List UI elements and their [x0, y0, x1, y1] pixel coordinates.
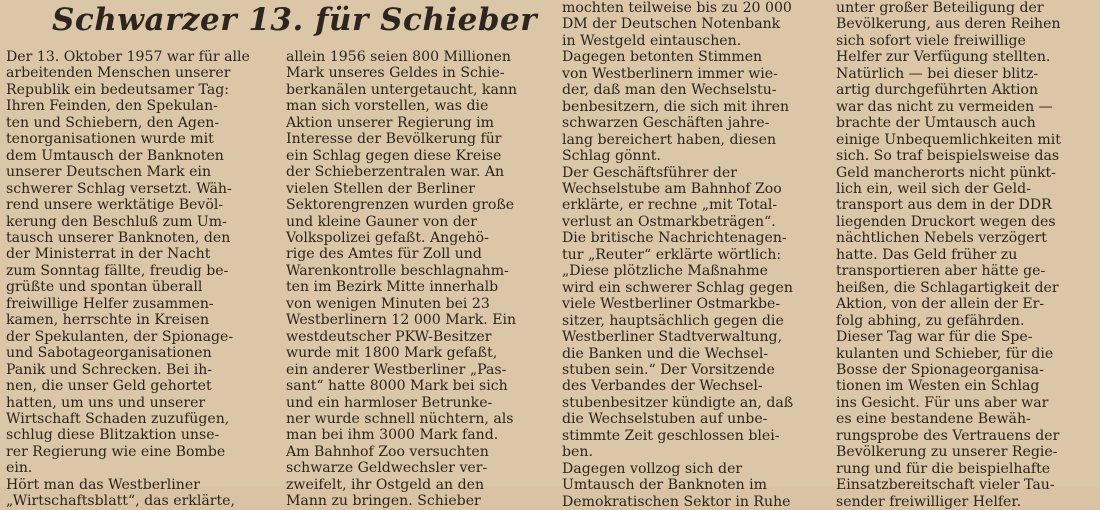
article-line: stubenbesitzer kündigte an, daß: [562, 394, 794, 411]
article-line: Bosse der Spionageorganisa-: [836, 361, 1044, 378]
article-line: tausch unserer Banknoten, den: [6, 229, 231, 246]
article-line: stimmte Zeit geschlossen blei-: [562, 427, 780, 444]
article-line: Westberlinern 12 000 Mark. Ein: [286, 312, 517, 329]
article-line: Helfer zur Verfügung stellten.: [836, 49, 1051, 66]
article-line: wurde mit 1800 Mark gefaßt,: [286, 345, 498, 362]
article-line: rung und für die beispielhafte: [836, 460, 1051, 477]
article-line: Demokratischen Sektor in Ruhe: [562, 493, 791, 510]
article-line: ten im Bezirk Mitte innerhalb: [286, 279, 499, 296]
article-line: schwarzen Geschäften jahre-: [562, 115, 770, 132]
article-line: Bevölkerung, aus deren Reihen: [836, 16, 1061, 33]
article-line: ein Schlag gegen diese Kreise: [286, 147, 502, 164]
article-line: rer Regierung wie eine Bombe: [6, 443, 226, 460]
article-column-1: [6, 49, 271, 510]
article-line: ner wurde schnell nüchtern, als: [286, 410, 514, 427]
article-line: sant“ hatte 8000 Mark bei sich: [286, 378, 508, 395]
article-line: tur „Reuter“ erklärte wörtlich:: [562, 246, 782, 263]
article-line: benbesitzern, die sich mit ihren: [562, 98, 790, 115]
article-line: schlug diese Blitzaktion unse-: [6, 427, 220, 444]
article-line: man bei ihm 3000 Mark fand.: [286, 427, 499, 444]
article-line: lich ein, weil sich der Geld-: [836, 180, 1031, 197]
article-line: der Ministerrat in der Nacht: [6, 246, 211, 263]
article-line: Interesse der Bevölkerung für: [286, 131, 502, 148]
article-line: stuben sein.“ Der Vorsitzende: [562, 361, 775, 378]
article-line: von wenigen Minuten bei 23: [286, 295, 490, 312]
article-line: transport aus dem in der DDR: [836, 197, 1052, 214]
article-line: Warenkontrolle beschlagnahm-: [286, 262, 509, 279]
article-line: von Westberlinern immer wie-: [562, 65, 778, 82]
article-line: wird ein schwerer Schlag gegen: [562, 279, 793, 296]
article-line: tenorganisationen wurde mit: [6, 131, 214, 148]
article-line: kamen, herrschte in Kreisen: [6, 312, 210, 329]
article-line: „Wirtschaftsblatt“, das erklärte,: [6, 493, 235, 510]
article-line: Einsatzbereitschaft vieler Tau-: [836, 477, 1055, 494]
article-line: der Spekulanten, der Spionage-: [6, 328, 234, 345]
article-line: unserer Deutschen Mark ein: [6, 164, 212, 181]
article-line: berkanälen untergetaucht, kann: [286, 81, 518, 98]
article-line: vielen Stellen der Berliner: [286, 180, 475, 197]
article-line: nen, die unser Geld gehortet: [6, 378, 212, 395]
article-line: Schlag gönnt.: [562, 148, 661, 165]
article-line: Westberliner Stadtverwaltung,: [562, 329, 783, 346]
article-line: sich sofort viele freiwillige: [836, 32, 1026, 49]
article-line: tionen im Westen ein Schlag: [836, 378, 1040, 395]
article-line: Aktion unserer Regierung im: [286, 114, 495, 131]
article-line: Wirtschaft Schaden zuzufügen,: [6, 410, 230, 427]
article-line: war das nicht zu vermeiden —: [836, 98, 1053, 115]
article-line: Natürlich — bei dieser blitz-: [836, 65, 1039, 82]
article-line: Aktion, von der allein der Er-: [836, 296, 1045, 313]
article-line: artig durchgeführten Aktion: [836, 82, 1039, 99]
article-column-3: [562, 0, 827, 510]
article-line: Geld mancherorts nicht pünkt-: [836, 164, 1056, 181]
article-line: einige Unbequemlichkeiten mit: [836, 131, 1061, 148]
article-line: grüßte und spontan überall: [6, 279, 203, 296]
article-line: unter großer Beteiligung der: [836, 0, 1044, 16]
article-line: verlust an Ostmarkbeträgen“.: [562, 213, 776, 230]
article-line: Der Geschäftsführer der: [562, 164, 737, 181]
article-line: erklärte, er rechne „mit Total-: [562, 197, 778, 214]
article-line: mochten teilweise bis zu 20 000: [562, 0, 792, 16]
article-line: „Diese plötzliche Maßnahme: [562, 263, 768, 280]
article-line: die Wechselstuben auf unbe-: [562, 411, 768, 428]
article-line: Hört man das Westberliner: [6, 476, 200, 493]
article-line: sich. So traf beispielsweise das: [836, 148, 1060, 165]
article-line: des Verbandes der Wechsel-: [562, 378, 763, 395]
article-line: lang bereichert haben, diesen: [562, 131, 777, 148]
article-line: Umtausch der Banknoten im: [562, 477, 768, 494]
article-column-2: [286, 49, 551, 510]
article-line: man sich vorstellen, was die: [286, 98, 489, 115]
article-line: Dieser Tag war für die Spe-: [836, 329, 1033, 346]
article-line: DM der Deutschen Notenbank: [562, 16, 781, 33]
article-line: liegenden Druckort wegen des: [836, 213, 1056, 230]
article-line: rend unsere werktätige Bevöl-: [6, 197, 224, 214]
article-line: und kleine Gauner von der: [286, 213, 477, 230]
article-line: Wechselstube am Bahnhof Zoo: [562, 180, 782, 197]
article-line: rige des Amtes für Zoll und: [286, 246, 482, 263]
article-column-4: [836, 0, 1096, 510]
article-line: ben.: [562, 444, 593, 461]
article-line: die Banken und die Wechsel-: [562, 345, 769, 362]
article-line: viele Westberliner Ostmarkbe-: [562, 296, 781, 313]
article-line: dem Umtausch der Banknoten: [6, 147, 224, 164]
article-line: ein anderer Westberliner „Pas-: [286, 361, 507, 378]
article-line: schwarze Geldwechsler ver-: [286, 460, 488, 477]
article-line: es eine bestandene Bewäh-: [836, 411, 1031, 428]
article-line: arbeitenden Menschen unserer: [6, 65, 231, 82]
article-line: zum Sonntag fällte, freudig be-: [6, 262, 229, 279]
article-line: folg abhing, zu gefährden.: [836, 312, 1025, 329]
article-line: nächtlichen Nebels verzögert: [836, 230, 1047, 247]
article-line: sitzer, hauptsächlich gegen die: [562, 312, 784, 329]
article-line: in Westgeld eintauschen.: [562, 32, 742, 49]
headline: Schwarzer 13. für Schieber: [52, 2, 538, 38]
article-line: sender freiwilliger Helfer.: [836, 493, 1022, 510]
article-line: allein 1956 seien 800 Millionen: [286, 49, 511, 65]
article-line: zweifelt, ihr Ostgeld an den: [286, 476, 485, 493]
article-line: ins Gesicht. Für uns aber war: [836, 394, 1049, 411]
article-line: Dagegen vollzog sich der: [562, 460, 743, 477]
article-line: Bevölkerung zu unserer Regie-: [836, 444, 1058, 461]
article-line: hatten, um uns und unserer: [6, 394, 206, 411]
article-line: rungsprobe des Vertrauens der: [836, 427, 1060, 444]
article-line: Ihren Feinden, den Spekulan-: [6, 98, 218, 115]
article-line: kulanten und Schieber, für die: [836, 345, 1054, 362]
article-line: und ein harmloser Betrunke-: [286, 394, 493, 411]
article-line: kerung den Beschluß zum Um-: [6, 213, 227, 230]
article-line: ein.: [6, 460, 33, 477]
article-line: Republik ein bedeutsamer Tag:: [6, 81, 230, 98]
article-line: freiwillige Helfer zusammen-: [6, 295, 214, 312]
article-line: heißen, die Schlagartigkeit der: [836, 279, 1059, 296]
article-line: hatte. Das Geld früher zu: [836, 246, 1018, 263]
article-line: schwerer Schlag versetzt. Wäh-: [6, 180, 232, 197]
article-line: der Schieberzentralen war. An: [286, 164, 505, 181]
article-line: Mark unseres Geldes in Schie-: [286, 65, 505, 82]
article-line: Volkspolizei gefaßt. Angehö-: [286, 229, 489, 246]
article-line: Sektorengrenzen wurden große: [286, 197, 515, 214]
article-line: brachte der Umtausch auch: [836, 115, 1036, 132]
article-line: ten und Schiebern, den Agen-: [6, 114, 220, 131]
article-line: Der 13. Oktober 1957 war für alle: [6, 49, 250, 65]
article-line: westdeutscher PKW-Besitzer: [286, 328, 492, 345]
article-line: der, daß man den Wechselstu-: [562, 82, 777, 99]
article-line: und Sabotageorganisationen: [6, 345, 212, 362]
article-line: Panik und Schrecken. Bei ih-: [6, 361, 213, 378]
article-line: Mann zu bringen. Schieber: [286, 493, 481, 510]
article-line: Dagegen betonten Stimmen: [562, 49, 763, 66]
article-line: Die britische Nachrichtenagen-: [562, 230, 787, 247]
article-line: transportieren aber hätte ge-: [836, 263, 1046, 280]
article-line: Am Bahnhof Zoo versuchten: [286, 443, 489, 460]
